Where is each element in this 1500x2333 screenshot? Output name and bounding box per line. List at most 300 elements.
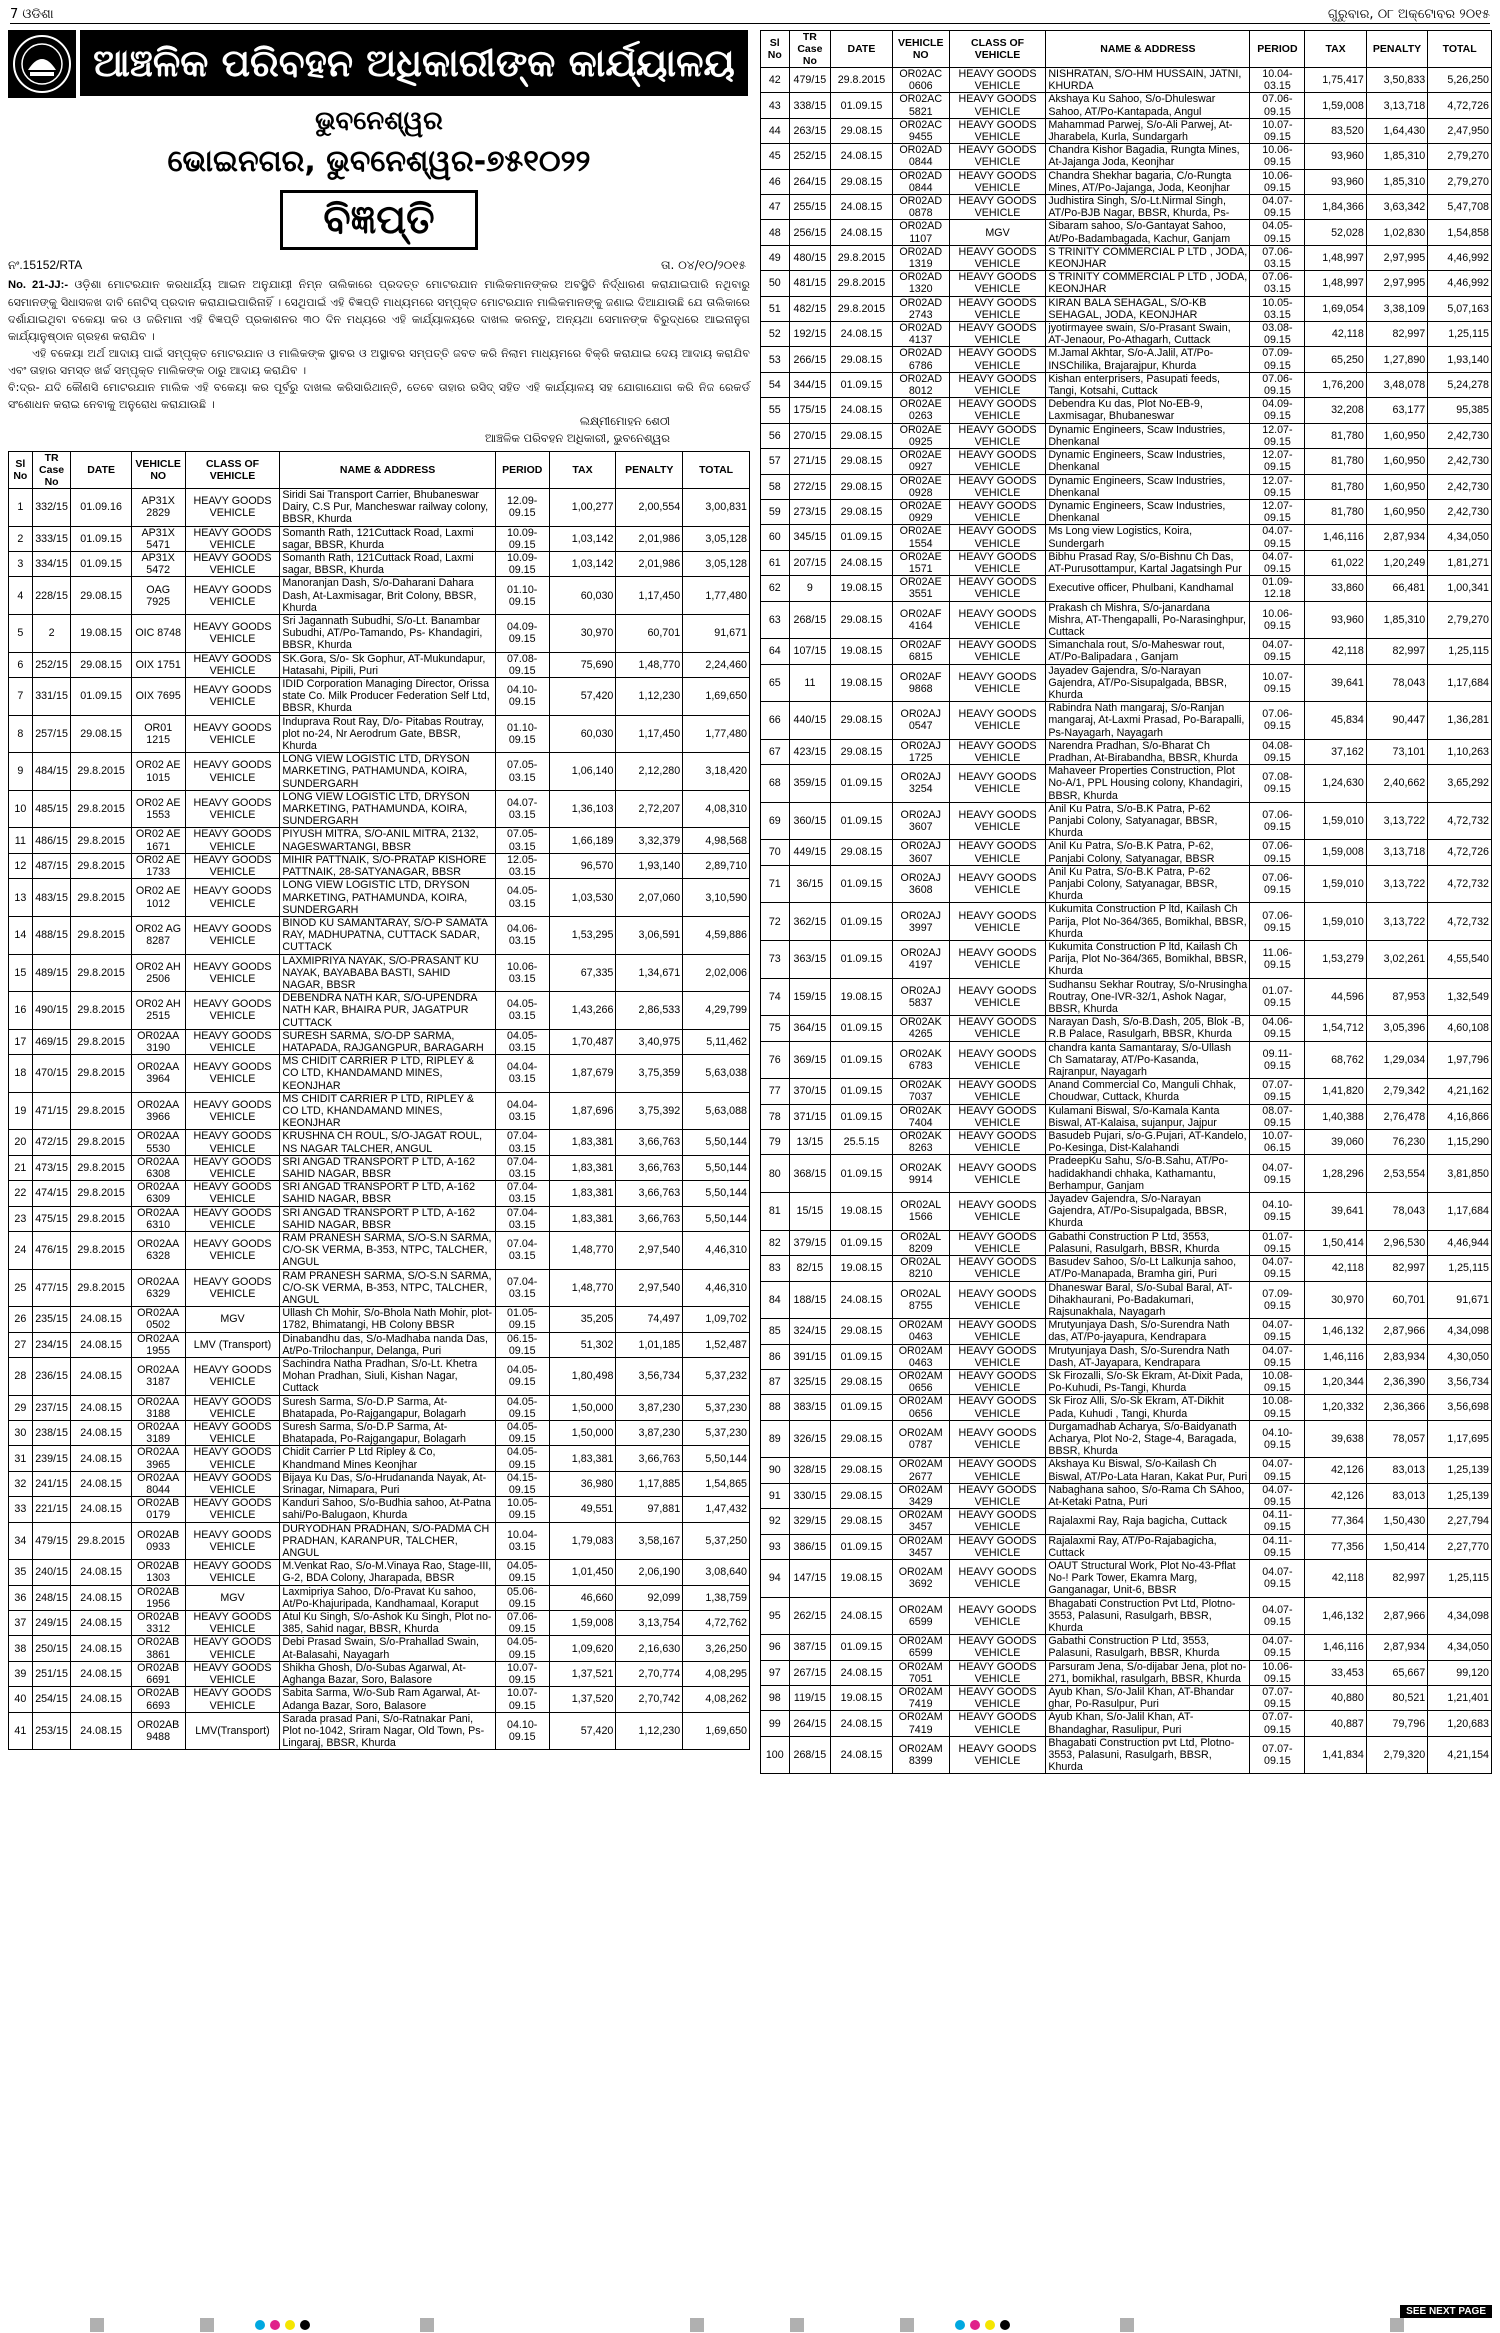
- table-row: [9, 1471, 750, 1496]
- cell-tax: 33,860: [1305, 576, 1366, 601]
- cell-tr-case-no: 238/15: [32, 1421, 71, 1446]
- cell-sl-no: 75: [761, 1016, 790, 1041]
- cell-vehicle-no: OR02AL 8209: [892, 1230, 949, 1255]
- cell-date: 01.09.15: [831, 865, 892, 903]
- table-row: [761, 322, 1492, 347]
- cell-date: 24.08.15: [71, 1611, 131, 1636]
- cell-period: 04.07-09.15: [1250, 639, 1305, 664]
- cell-period: 10.08-09.15: [1250, 1369, 1305, 1394]
- cell-tr-case-no: 251/15: [32, 1661, 71, 1686]
- cell-total: 5,24,278: [1428, 372, 1492, 397]
- cell-period: 07.06-09.15: [1250, 702, 1305, 740]
- table-row: [761, 347, 1492, 372]
- table-row: [761, 1319, 1492, 1344]
- cell-total: 4,98,568: [683, 828, 750, 853]
- table-row: [761, 1395, 1492, 1420]
- cell-tr-case-no: 250/15: [32, 1636, 71, 1661]
- cell-penalty: 3,13,722: [1366, 903, 1427, 941]
- table-row: [761, 271, 1492, 296]
- cell-sl-no: 50: [761, 271, 790, 296]
- cell-vehicle-no: OR02AD 6786: [892, 347, 949, 372]
- cell-vehicle-no: OR02AA 8044: [131, 1471, 185, 1496]
- cell-vehicle-class: HEAVY GOODS VEHICLE: [185, 552, 280, 577]
- cell-name-address: Suresh Sarma, S/o-D.P Sarma, At- Bhatapada, Po-Rajgangapur, Bolagarh: [280, 1421, 495, 1446]
- cell-tax: 93,960: [1305, 144, 1366, 169]
- cell-total: 3,18,420: [683, 753, 750, 791]
- cell-date: 24.08.15: [831, 1597, 892, 1635]
- cell-period: 10.07-09.15: [495, 1661, 549, 1686]
- cell-period: 04.05-09.15: [495, 1560, 549, 1585]
- cell-period: 06.15-09.15: [495, 1332, 549, 1357]
- cell-tr-case-no: 239/15: [32, 1446, 71, 1471]
- cell-penalty: 2,83,934: [1366, 1344, 1427, 1369]
- cell-tax: 1,53,279: [1305, 941, 1366, 979]
- cell-date: 29.08.15: [831, 1509, 892, 1534]
- cell-sl-no: 35: [9, 1560, 33, 1585]
- table-row: [9, 1636, 750, 1661]
- cell-penalty: 3,66,763: [616, 1446, 683, 1471]
- table-row: [761, 1686, 1492, 1711]
- cell-date: 29.8.2015: [71, 753, 131, 791]
- cell-date: 01.09.15: [71, 678, 131, 716]
- cell-period: 10.08-09.15: [1250, 1395, 1305, 1420]
- cell-tax: 1,66,189: [549, 828, 616, 853]
- cell-vehicle-no: OR02AJ 1725: [892, 739, 949, 764]
- cell-period: 07.04-03.15: [495, 1269, 549, 1307]
- cell-tr-case-no: 488/15: [32, 916, 71, 954]
- cell-period: 07.04-03.15: [495, 1206, 549, 1231]
- cell-tax: 1,00,277: [549, 489, 616, 527]
- cell-total: 3,81,850: [1428, 1155, 1492, 1193]
- cell-tax: 1,87,679: [549, 1055, 616, 1093]
- cell-tax: 1,70,487: [549, 1029, 616, 1054]
- cell-sl-no: 56: [761, 423, 790, 448]
- table-row: [9, 678, 750, 716]
- header-period: PERIOD: [495, 452, 549, 489]
- cell-name-address: Rabindra Nath mangaraj, S/o-Ranjan mangaraj, At-Laxmi Prasad, Po-Barapalli, Ps-Nayagarh, Nayagarh: [1046, 702, 1250, 740]
- cell-period: 04.05-09.15: [495, 1421, 549, 1446]
- cell-vehicle-no: OR02 AE 1015: [131, 753, 185, 791]
- table-row: [761, 1130, 1492, 1155]
- cell-name-address: Induprava Rout Ray, D/o- Pitabas Routray, plot no-24, Nr Aerodrum Gate, BBSR, Khurda: [280, 715, 495, 753]
- cell-period: 07.06-03.15: [1250, 271, 1305, 296]
- table-row: [761, 802, 1492, 840]
- table-row: [9, 954, 750, 992]
- cell-total: 1,09,702: [683, 1307, 750, 1332]
- cell-vehicle-class: HEAVY GOODS VEHICLE: [949, 1509, 1046, 1534]
- cell-name-address: Jayadev Gajendra, S/o-Narayan Gajendra, AT/Po-Sisupalgada, BBSR, Khurda: [1046, 1193, 1250, 1231]
- cell-penalty: 1,93,140: [616, 853, 683, 878]
- cell-period: 04.07-03.15: [495, 790, 549, 828]
- cell-tr-case-no: 362/15: [789, 903, 831, 941]
- cell-vehicle-class: HEAVY GOODS VEHICLE: [185, 577, 280, 615]
- cell-sl-no: 99: [761, 1711, 790, 1736]
- cell-vehicle-no: OIC 8748: [131, 615, 185, 653]
- cell-total: 4,34,050: [1428, 525, 1492, 550]
- cell-vehicle-class: LMV (Transport): [185, 1332, 280, 1357]
- cell-vehicle-no: OR02AD 1319: [892, 245, 949, 270]
- cell-penalty: 1,85,310: [1366, 144, 1427, 169]
- cell-vehicle-no: OR02AD 8012: [892, 372, 949, 397]
- cell-vehicle-class: HEAVY GOODS VEHICLE: [949, 903, 1046, 941]
- table-row: [9, 577, 750, 615]
- cell-tax: 81,780: [1305, 474, 1366, 499]
- grey-registration-mark: [790, 2318, 804, 2332]
- table-row: [9, 715, 750, 753]
- cell-vehicle-class: MGV: [949, 220, 1046, 245]
- cell-tr-case-no: 484/15: [32, 753, 71, 791]
- cell-tr-case-no: 254/15: [32, 1687, 71, 1712]
- cell-tr-case-no: 267/15: [789, 1660, 831, 1685]
- cell-sl-no: 63: [761, 601, 790, 639]
- cell-tax: 1,01,450: [549, 1560, 616, 1585]
- cell-total: 5,37,230: [683, 1395, 750, 1420]
- cell-sl-no: 71: [761, 865, 790, 903]
- cell-name-address: Chandra Shekhar bagaria, C/o-Rungta Mines, AT/Po-Jajanga, Joda, Keonjhar: [1046, 169, 1250, 194]
- black-registration-dot: [300, 2320, 310, 2330]
- cell-penalty: 3,13,718: [1366, 840, 1427, 865]
- cell-vehicle-no: OR02AA 3966: [131, 1092, 185, 1130]
- cell-total: 3,56,734: [1428, 1369, 1492, 1394]
- table-row: [761, 1597, 1492, 1635]
- cell-date: 24.08.15: [71, 1332, 131, 1357]
- cell-total: 3,08,640: [683, 1560, 750, 1585]
- cell-date: 29.8.2015: [831, 271, 892, 296]
- cell-vehicle-no: OR02AE 1571: [892, 550, 949, 575]
- cell-tr-case-no: 11: [789, 664, 831, 702]
- cell-period: 10.06-09.15: [1250, 169, 1305, 194]
- cell-sl-no: 83: [761, 1256, 790, 1281]
- cell-date: 29.8.2015: [71, 1269, 131, 1307]
- cell-period: 04.10-09.15: [495, 678, 549, 716]
- cell-name-address: Narendra Pradhan, S/o-Bharat Ch Pradhan, At-Birabandha, BBSR, Khurda: [1046, 739, 1250, 764]
- cell-vehicle-no: OR02 AH 2506: [131, 954, 185, 992]
- cell-sl-no: 65: [761, 664, 790, 702]
- cell-vehicle-no: OR02AA 3964: [131, 1055, 185, 1093]
- cell-vehicle-no: OR02AB 9488: [131, 1712, 185, 1750]
- cell-date: 29.8.2015: [71, 1130, 131, 1155]
- cell-name-address: Simanchala rout, S/o-Maheswar rout, AT/Po-Balipadara , Ganjam: [1046, 639, 1250, 664]
- cell-name-address: Mahammad Parwej, S/o-Ali Parwej, At-Jharabela, Kurla, Sundargarh: [1046, 118, 1250, 143]
- cell-vehicle-no: OR02AM 7419: [892, 1686, 949, 1711]
- cell-sl-no: 49: [761, 245, 790, 270]
- cell-vehicle-no: OR02AM 0463: [892, 1319, 949, 1344]
- cell-vehicle-no: OR02AF 9868: [892, 664, 949, 702]
- cell-total: 1,17,695: [1428, 1420, 1492, 1458]
- cell-period: 01.05-09.15: [495, 1307, 549, 1332]
- cell-period: 10.09-09.15: [495, 552, 549, 577]
- cell-period: 01.10-09.15: [495, 715, 549, 753]
- cell-penalty: 2,87,966: [1366, 1597, 1427, 1635]
- cell-vehicle-class: HEAVY GOODS VEHICLE: [949, 1281, 1046, 1319]
- cell-tax: 1,53,295: [549, 916, 616, 954]
- cell-tax: 39,638: [1305, 1420, 1366, 1458]
- cell-period: 10.09-09.15: [495, 526, 549, 551]
- cell-date: 19.08.15: [831, 664, 892, 702]
- table-row: [761, 639, 1492, 664]
- table-row: [761, 1509, 1492, 1534]
- cell-sl-no: 88: [761, 1395, 790, 1420]
- cell-vehicle-no: OR02AM 2677: [892, 1458, 949, 1483]
- cell-vehicle-class: HEAVY GOODS VEHICLE: [949, 840, 1046, 865]
- table-row: [9, 879, 750, 917]
- cell-date: 19.08.15: [71, 615, 131, 653]
- cell-vehicle-no: OR02AE 0925: [892, 423, 949, 448]
- cell-penalty: 97,881: [616, 1497, 683, 1522]
- cell-period: 04.07-09.15: [1250, 1559, 1305, 1597]
- cell-tr-case-no: 107/15: [789, 639, 831, 664]
- cell-tax: 32,208: [1305, 398, 1366, 423]
- cell-name-address: Laxmipriya Sahoo, D/o-Pravat Ku sahoo, At/Po-Khajuripada, Kandhamaal, Koraput: [280, 1585, 495, 1610]
- cell-sl-no: 26: [9, 1307, 33, 1332]
- cell-sl-no: 23: [9, 1206, 33, 1231]
- header-sl-no: Sl No: [761, 31, 790, 68]
- cell-vehicle-class: HEAVY GOODS VEHICLE: [949, 664, 1046, 702]
- cell-tax: 49,551: [549, 1497, 616, 1522]
- cell-tr-case-no: 479/15: [32, 1522, 71, 1560]
- cell-sl-no: 40: [9, 1687, 33, 1712]
- cell-name-address: Gabathi Construction P Ltd, 3553, Palasuni, Rasulgarh, BBSR, Khurda: [1046, 1635, 1250, 1660]
- grey-registration-mark: [200, 2318, 214, 2332]
- table-row: [761, 1344, 1492, 1369]
- cell-tax: 46,660: [549, 1585, 616, 1610]
- cell-tr-case-no: 253/15: [32, 1712, 71, 1750]
- cell-vehicle-no: OR02AA 6309: [131, 1181, 185, 1206]
- cell-period: 10.06-09.15: [1250, 601, 1305, 639]
- cyan-registration-dot: [955, 2320, 965, 2330]
- cell-tax: 42,126: [1305, 1458, 1366, 1483]
- cell-date: 29.8.2015: [71, 992, 131, 1030]
- cell-tr-case-no: 207/15: [789, 550, 831, 575]
- cell-tr-case-no: 481/15: [789, 271, 831, 296]
- cell-tr-case-no: 228/15: [32, 577, 71, 615]
- cell-tax: 1,48,997: [1305, 245, 1366, 270]
- cell-vehicle-no: OR02AK 6783: [892, 1041, 949, 1079]
- cell-penalty: 1,60,950: [1366, 449, 1427, 474]
- cell-sl-no: 28: [9, 1358, 33, 1396]
- cell-period: 04.05-09.15: [495, 1358, 549, 1396]
- cell-date: 24.08.15: [71, 1560, 131, 1585]
- cell-tr-case-no: 476/15: [32, 1231, 71, 1269]
- cell-date: 01.09.16: [71, 489, 131, 527]
- cell-date: 29.8.2015: [71, 1206, 131, 1231]
- cell-vehicle-no: OR02AM 6599: [892, 1635, 949, 1660]
- cell-vehicle-class: HEAVY GOODS VEHICLE: [949, 765, 1046, 803]
- cell-penalty: 3,66,763: [616, 1181, 683, 1206]
- cell-vehicle-no: OR02AJ 3607: [892, 840, 949, 865]
- cell-tr-case-no: 344/15: [789, 372, 831, 397]
- cell-tax: 1,24,630: [1305, 765, 1366, 803]
- cell-penalty: 2,97,995: [1366, 245, 1427, 270]
- cell-date: 29.8.2015: [71, 828, 131, 853]
- cell-penalty: 76,230: [1366, 1130, 1427, 1155]
- cell-penalty: 1,60,950: [1366, 474, 1427, 499]
- cell-name-address: MS CHIDIT CARRIER P LTD, RIPLEY & CO LTD, KHANDAMAND MINES, KEONJHAR: [280, 1092, 495, 1130]
- cell-date: 29.8.2015: [71, 879, 131, 917]
- cell-tr-case-no: 486/15: [32, 828, 71, 853]
- cell-tr-case-no: 475/15: [32, 1206, 71, 1231]
- cell-vehicle-no: OR02AM 0656: [892, 1395, 949, 1420]
- cell-period: 04.05-09.15: [1250, 220, 1305, 245]
- cell-date: 01.09.15: [831, 1079, 892, 1104]
- cell-tr-case-no: 487/15: [32, 853, 71, 878]
- cell-period: 08.07-09.15: [1250, 1104, 1305, 1129]
- cell-period: 04.11-09.15: [1250, 1509, 1305, 1534]
- cell-period: 04.05-09.15: [495, 1636, 549, 1661]
- cell-tr-case-no: 268/15: [789, 1736, 831, 1774]
- cell-penalty: 2,72,207: [616, 790, 683, 828]
- cell-penalty: 1,20,249: [1366, 550, 1427, 575]
- cell-tr-case-no: 235/15: [32, 1307, 71, 1332]
- cell-date: 29.8.2015: [71, 853, 131, 878]
- cell-sl-no: 27: [9, 1332, 33, 1357]
- cell-name-address: Parsuram Jena, S/o-dijabar Jena, plot no-271, bomikhal, rasulgarh, BBSR, Khurda: [1046, 1660, 1250, 1685]
- cell-date: 24.08.15: [71, 1358, 131, 1396]
- cell-tax: 1,83,381: [549, 1206, 616, 1231]
- cell-vehicle-class: HEAVY GOODS VEHICLE: [185, 715, 280, 753]
- cell-period: 04.10-09.15: [495, 1712, 549, 1750]
- cell-sl-no: 69: [761, 802, 790, 840]
- cell-tr-case-no: 334/15: [32, 552, 71, 577]
- cell-tax: 1,46,116: [1305, 1635, 1366, 1660]
- table-row: [9, 916, 750, 954]
- cell-vehicle-class: HEAVY GOODS VEHICLE: [949, 601, 1046, 639]
- table-row: [9, 853, 750, 878]
- cell-tax: 30,970: [549, 615, 616, 653]
- cell-period: 07.07-09.15: [1250, 1079, 1305, 1104]
- cell-total: 2,42,730: [1428, 423, 1492, 448]
- cell-tr-case-no: 266/15: [789, 347, 831, 372]
- cell-period: 07.06-09.15: [1250, 840, 1305, 865]
- cell-tax: 93,960: [1305, 169, 1366, 194]
- cell-period: 10.04-03.15: [495, 1522, 549, 1560]
- cell-total: 91,671: [1428, 1281, 1492, 1319]
- cell-period: 04.07-09.15: [1250, 1635, 1305, 1660]
- cell-total: 5,50,144: [683, 1181, 750, 1206]
- cell-tax: 1,48,770: [549, 1231, 616, 1269]
- table-row: [761, 449, 1492, 474]
- cell-total: 2,79,270: [1428, 601, 1492, 639]
- cell-tr-case-no: 485/15: [32, 790, 71, 828]
- cell-date: 01.09.15: [831, 525, 892, 550]
- cell-tax: 68,762: [1305, 1041, 1366, 1079]
- header-total: TOTAL: [1428, 31, 1492, 68]
- cell-date: 01.09.15: [831, 1230, 892, 1255]
- cell-vehicle-no: OR02AJ 0547: [892, 702, 949, 740]
- cell-vehicle-no: OR02 AE 1671: [131, 828, 185, 853]
- cell-vehicle-class: HEAVY GOODS VEHICLE: [185, 1231, 280, 1269]
- cell-tr-case-no: 472/15: [32, 1130, 71, 1155]
- cell-tax: 51,302: [549, 1332, 616, 1357]
- cell-total: 1,21,401: [1428, 1686, 1492, 1711]
- signatory: [8, 413, 670, 447]
- notice-body: [8, 276, 750, 413]
- cell-date: 01.09.15: [831, 1635, 892, 1660]
- cell-tr-case-no: 236/15: [32, 1358, 71, 1396]
- cell-vehicle-class: HEAVY GOODS VEHICLE: [185, 1636, 280, 1661]
- table-row: [761, 499, 1492, 524]
- cell-tr-case-no: 249/15: [32, 1611, 71, 1636]
- cell-penalty: 1,17,450: [616, 577, 683, 615]
- table-row: [761, 1635, 1492, 1660]
- cell-vehicle-class: HEAVY GOODS VEHICLE: [185, 1092, 280, 1130]
- cell-date: 29.8.2015: [71, 790, 131, 828]
- cell-total: 3,65,292: [1428, 765, 1492, 803]
- cell-penalty: 83,013: [1366, 1483, 1427, 1508]
- cell-tr-case-no: 470/15: [32, 1055, 71, 1093]
- cell-period: 07.06-09.15: [1250, 903, 1305, 941]
- cell-date: 29.08.15: [831, 1420, 892, 1458]
- cell-sl-no: 2: [9, 526, 33, 551]
- cell-sl-no: 33: [9, 1497, 33, 1522]
- cell-period: 10.07-06.15: [1250, 1130, 1305, 1155]
- cell-tr-case-no: 240/15: [32, 1560, 71, 1585]
- cell-period: 10.07-09.15: [495, 1687, 549, 1712]
- table-row: [9, 1661, 750, 1686]
- cell-date: 29.8.2015: [71, 916, 131, 954]
- cell-date: 24.08.15: [831, 1711, 892, 1736]
- cell-date: 29.08.15: [831, 1319, 892, 1344]
- cell-vehicle-no: OR02AM 3692: [892, 1559, 949, 1597]
- cell-sl-no: 87: [761, 1369, 790, 1394]
- cell-total: 1,54,858: [1428, 220, 1492, 245]
- cell-vehicle-no: OR02 AE 1012: [131, 879, 185, 917]
- cell-vehicle-no: OR02 AH 2515: [131, 992, 185, 1030]
- grey-registration-mark: [1120, 2318, 1134, 2332]
- table-row: [9, 526, 750, 551]
- cell-tr-case-no: 264/15: [789, 1711, 831, 1736]
- cell-vehicle-no: OR02AC 5821: [892, 93, 949, 118]
- cell-vehicle-class: HEAVY GOODS VEHICLE: [949, 195, 1046, 220]
- cell-penalty: 2,87,934: [1366, 1635, 1427, 1660]
- cell-sl-no: 14: [9, 916, 33, 954]
- cell-period: 10.07-09.15: [1250, 118, 1305, 143]
- cell-date: 24.08.15: [71, 1446, 131, 1471]
- cell-date: 01.09.15: [831, 372, 892, 397]
- cell-period: 10.04-03.15: [1250, 68, 1305, 93]
- cell-date: 29.08.15: [831, 1369, 892, 1394]
- cell-vehicle-class: HEAVY GOODS VEHICLE: [185, 678, 280, 716]
- table-row: [761, 423, 1492, 448]
- cell-sl-no: 94: [761, 1559, 790, 1597]
- cell-date: 19.08.15: [831, 1559, 892, 1597]
- cell-penalty: 73,101: [1366, 739, 1427, 764]
- cell-date: 29.8.2015: [71, 1055, 131, 1093]
- cell-vehicle-no: OR02 AE 1553: [131, 790, 185, 828]
- cell-sl-no: 91: [761, 1483, 790, 1508]
- cell-sl-no: 19: [9, 1092, 33, 1130]
- cell-total: 4,08,295: [683, 1661, 750, 1686]
- cell-penalty: 3,66,763: [616, 1130, 683, 1155]
- cell-vehicle-class: HEAVY GOODS VEHICLE: [949, 271, 1046, 296]
- cell-total: 2,47,950: [1428, 118, 1492, 143]
- cell-vehicle-class: LMV(Transport): [185, 1712, 280, 1750]
- cell-total: 1,20,683: [1428, 1711, 1492, 1736]
- cell-vehicle-class: HEAVY GOODS VEHICLE: [949, 1395, 1046, 1420]
- cell-sl-no: 64: [761, 639, 790, 664]
- cell-name-address: Debi Prasad Swain, S/o-Prahallad Swain, At-Balasahi, Nayagarh: [280, 1636, 495, 1661]
- cell-name-address: M.Venkat Rao, S/o-M.Vinaya Rao, Stage-III, G-2, BDA Colony, Jharapada, BBSR: [280, 1560, 495, 1585]
- cell-vehicle-class: HEAVY GOODS VEHICLE: [185, 1395, 280, 1420]
- defaulter-table-left: [8, 451, 750, 1750]
- cell-sl-no: 48: [761, 220, 790, 245]
- cell-name-address: Ullash Ch Mohir, S/o-Bhola Nath Mohir, plot-1782, Bhimatangi, HB Colony BBSR: [280, 1307, 495, 1332]
- cell-total: 5,26,250: [1428, 68, 1492, 93]
- cell-vehicle-no: OR02AD 0878: [892, 195, 949, 220]
- cell-vehicle-no: OR02AA 3187: [131, 1358, 185, 1396]
- cell-period: 04.10-09.15: [1250, 1193, 1305, 1231]
- cell-vehicle-no: AP31X 5472: [131, 552, 185, 577]
